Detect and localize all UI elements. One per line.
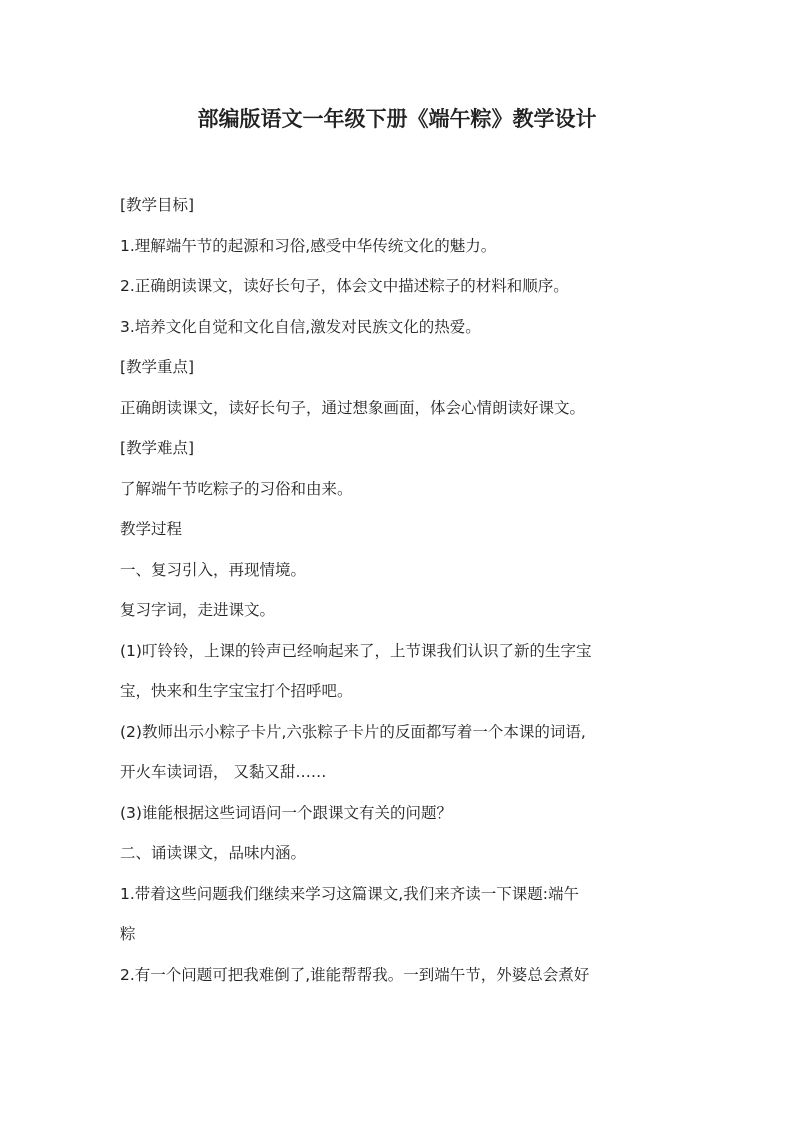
document-body (120, 185, 685, 995)
text-line: 复习字词，走进课文。 (120, 601, 276, 619)
text-line: (1)叮铃铃，上课的铃声已经响起来了，上节课我们认识了新的生字宝 (120, 641, 592, 660)
text-line: (2)教师出示小粽子卡片,六张粽子卡片的反面都写着一个本课的词语, (120, 722, 586, 741)
text-line: 了解端午节吃粽子的习俗和由来。 (120, 479, 353, 498)
text-line: 1.带着这些问题我们继续来学习这篇课文,我们来齐读一下课题:端午 (120, 884, 579, 903)
text-line: 宝，快来和生字宝宝打个招呼吧。 (120, 682, 353, 700)
text-line: 一、复习引入，再现情境。 (120, 560, 307, 579)
text-line: 1.理解端午节的起源和习俗,感受中华传统文化的魅力。 (120, 236, 497, 255)
document-title: 部编版语文一年级下册《端午粽》教学设计 (197, 107, 597, 131)
text-line: 教学过程 (120, 520, 183, 538)
text-line: 开火车读词语， 又黏又甜…… (120, 763, 327, 781)
text-line: (3)谁能根据这些词语问一个跟课文有关的问题？ (120, 803, 452, 822)
text-line: 正确朗读课文，读好长句子，通过想象画面，体会心情朗读好课文。 (120, 398, 586, 417)
text-line: 二、诵读课文，品味内涵。 (120, 844, 307, 862)
text-line: 粽 (120, 925, 136, 943)
text-line: [教学目标] (120, 196, 195, 214)
text-line: 2.有一个问题可把我难倒了,谁能帮帮我。一到端午节，外婆总会煮好 (120, 965, 590, 984)
text-line: [教学难点] (120, 439, 195, 457)
text-line: [教学重点] (120, 358, 195, 376)
text-line: 2.正确朗读课文，读好长句子，体会文中描述粽子的材料和顺序。 (120, 277, 569, 295)
text-line: 3.培养文化自觉和文化自信,激发对民族文化的热爱。 (120, 317, 481, 336)
